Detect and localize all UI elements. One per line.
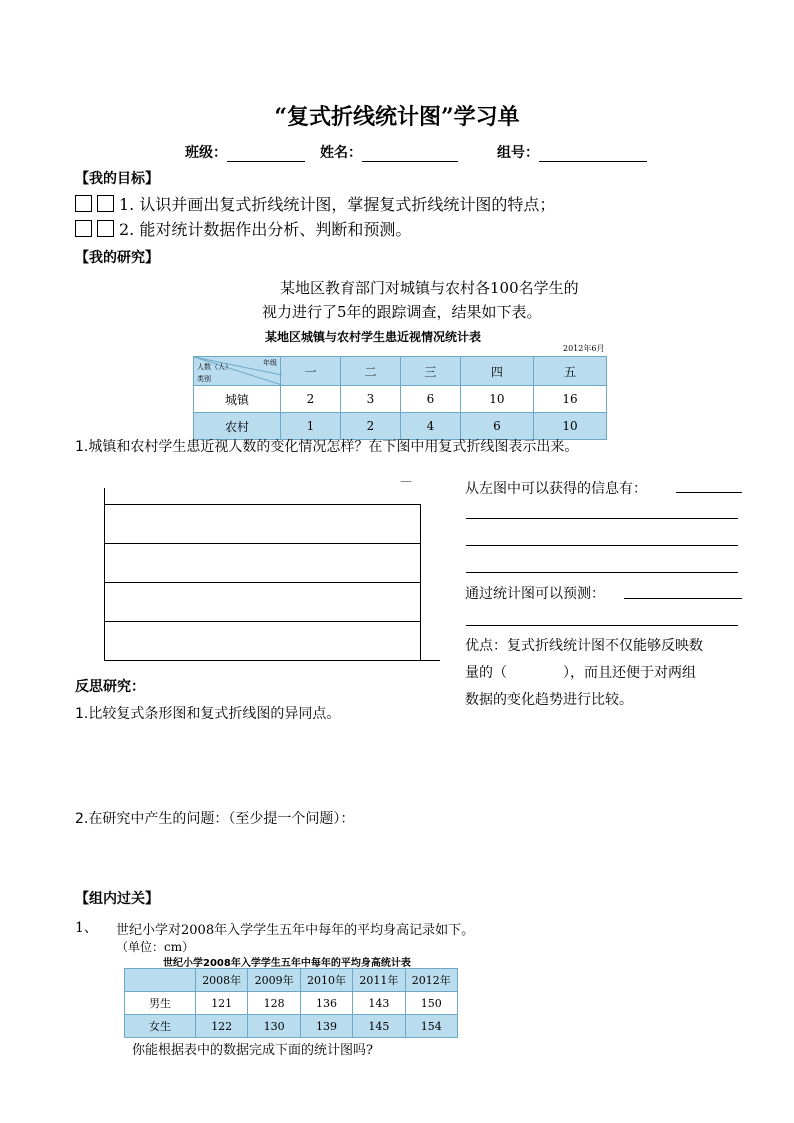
- group-check-heading: 【组内过关】: [75, 891, 159, 907]
- group-label: 组号：: [497, 145, 539, 161]
- corner-category: 类别: [197, 375, 211, 383]
- predict-label: 通过统计图可以预测：: [465, 586, 605, 602]
- table-row: [125, 992, 458, 1015]
- cell: 122: [196, 1015, 248, 1038]
- info-blank[interactable]: [466, 545, 738, 546]
- cell: 4: [400, 413, 460, 440]
- chart-gridline: [104, 621, 421, 622]
- cell: 128: [248, 992, 300, 1015]
- goal-item-2: 2. 能对统计数据作出分析、判断和预测。: [75, 217, 411, 240]
- chart-gridline: [104, 504, 421, 505]
- year-header: 2011年: [353, 969, 405, 992]
- research-heading: 【我的研究】: [75, 250, 159, 266]
- cell: 130: [248, 1015, 300, 1038]
- row-label: 女生: [125, 1015, 196, 1038]
- checkbox-icon[interactable]: [97, 220, 114, 237]
- research-intro-line1: 某地区教育部门对城镇与农村各100名学生的: [280, 279, 579, 297]
- cell: 10: [460, 386, 533, 413]
- year-header: 2008年: [196, 969, 248, 992]
- height-table-title: 世纪小学2008年入学学生五年中每年的平均身高统计表: [163, 958, 411, 969]
- cell: 6: [460, 413, 533, 440]
- info-blank[interactable]: [466, 518, 738, 519]
- group-check-num: 1、: [75, 920, 98, 936]
- cell: 10: [533, 413, 606, 440]
- year-header: 2012年: [405, 969, 457, 992]
- reflect-heading: 反思研究：: [75, 679, 145, 695]
- table-title: 某地区城镇与农村学生患近视情况统计表: [265, 330, 482, 344]
- corner-cell: [194, 357, 281, 386]
- row-label: 农村: [194, 413, 281, 440]
- predict-blank[interactable]: [624, 598, 742, 599]
- predict-blank[interactable]: [466, 625, 738, 626]
- class-blank[interactable]: [227, 147, 305, 162]
- class-field: [185, 142, 305, 162]
- goal-text: 认识并画出复式折线统计图，掌握复式折线统计图的特点；: [139, 195, 556, 214]
- grade-header: 二: [340, 357, 400, 386]
- goal-text: 能对统计数据作出分析、判断和预测。: [139, 220, 412, 239]
- row-label: 男生: [125, 992, 196, 1015]
- cell: 139: [300, 1015, 352, 1038]
- chart-dash: —: [400, 474, 412, 488]
- info-blank[interactable]: [466, 572, 738, 573]
- chart-gridline: [104, 543, 421, 544]
- research-intro-line2: 视力进行了5年的跟踪调查，结果如下表。: [262, 303, 542, 321]
- info-label: 从左图中可以获得的信息有：: [465, 481, 647, 497]
- info-blank[interactable]: [676, 492, 742, 493]
- cell: 6: [400, 386, 460, 413]
- name-field: [320, 142, 458, 162]
- group-check-question: 你能根据表中的数据完成下面的统计图吗?: [132, 1043, 373, 1058]
- cell: 2: [340, 413, 400, 440]
- goals-heading: 【我的目标】: [75, 171, 159, 187]
- checkbox-icon[interactable]: [97, 195, 114, 212]
- cell: 1: [281, 413, 341, 440]
- year-header: 2010年: [300, 969, 352, 992]
- name-label: 姓名：: [320, 145, 362, 161]
- cell: 16: [533, 386, 606, 413]
- chart-x-axis: [104, 660, 440, 661]
- corner-count: 人数（人）: [197, 363, 232, 371]
- advantage-line3: 数据的变化趋势进行比较。: [465, 692, 633, 708]
- group-field: [497, 142, 647, 162]
- year-header: 2009年: [248, 969, 300, 992]
- chart-gridline: [104, 582, 421, 583]
- group-blank[interactable]: [539, 147, 647, 162]
- cell: 154: [405, 1015, 457, 1038]
- table-date: 2012年6月: [563, 344, 605, 353]
- height-table: [124, 968, 458, 1038]
- cell: 121: [196, 992, 248, 1015]
- cell: 150: [405, 992, 457, 1015]
- page-title: “复式折线统计图”学习单: [274, 104, 520, 130]
- cell: 3: [340, 386, 400, 413]
- cell: 143: [353, 992, 405, 1015]
- corner-cell: [125, 969, 196, 992]
- grade-header: 五: [533, 357, 606, 386]
- reflect-q1: 1.比较复式条形图和复式折线图的异同点。: [75, 706, 341, 722]
- checkbox-icon[interactable]: [75, 195, 92, 212]
- question-1: 1.城镇和农村学生患近视人数的变化情况怎样？在下图中用复式折线图表示出来。: [75, 439, 579, 455]
- advantage-line1: 优点：复式折线统计图不仅能够反映数: [465, 638, 703, 654]
- cell: 136: [300, 992, 352, 1015]
- grade-header: 三: [400, 357, 460, 386]
- row-label: 城镇: [194, 386, 281, 413]
- advantage-line2: 量的（ ），而且还便于对两组: [465, 665, 696, 681]
- group-check-intro: 世纪小学对2008年入学学生五年中每年的平均身高记录如下。: [116, 923, 475, 938]
- grade-header: 一: [281, 357, 341, 386]
- cell: 145: [353, 1015, 405, 1038]
- table-row: [125, 1015, 458, 1038]
- table-row: [194, 386, 607, 413]
- unit-label: （单位：cm）: [116, 940, 195, 954]
- name-blank[interactable]: [362, 147, 458, 162]
- reflect-q2: 2.在研究中产生的问题：（至少提一个问题）：: [75, 811, 355, 827]
- goal-item-1: 1. 认识并画出复式折线统计图，掌握复式折线统计图的特点；: [75, 192, 555, 215]
- chart-y-axis: [104, 488, 105, 661]
- corner-grade: 年级: [263, 359, 277, 367]
- checkbox-icon[interactable]: [75, 220, 92, 237]
- grade-header: 四: [460, 357, 533, 386]
- class-label: 班级：: [185, 145, 227, 161]
- cell: 2: [281, 386, 341, 413]
- myopia-table: [193, 356, 607, 440]
